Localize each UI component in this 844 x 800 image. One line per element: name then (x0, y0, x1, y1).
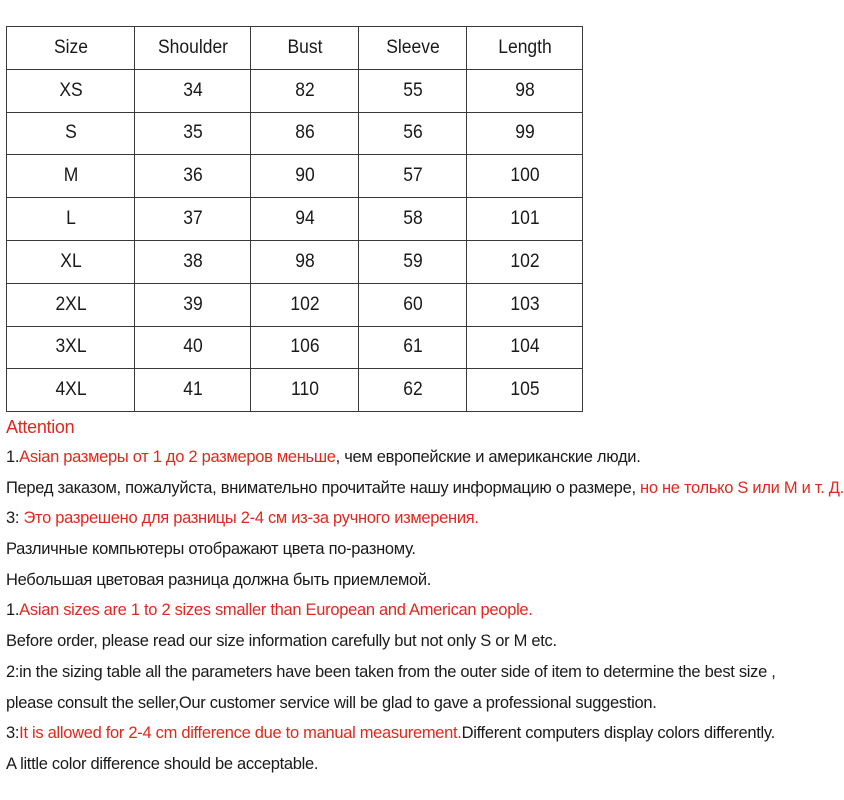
note-line (6, 718, 796, 749)
cell-length: 104 (471, 326, 578, 369)
note-line (6, 657, 796, 688)
cell-sleeve: 59 (363, 240, 462, 283)
attention-notes (6, 412, 844, 780)
table-row (7, 283, 583, 326)
note-text: 1. (6, 448, 20, 466)
note-highlight: Asian sizes are 1 to 2 sizes smaller than European and American people. (19, 601, 533, 620)
cell-size: L (12, 198, 130, 241)
cell-length: 101 (471, 198, 578, 241)
cell-size: 2XL (12, 283, 130, 326)
cell-size: S (12, 112, 130, 155)
note-text: , чем европейские и американские люди. (335, 448, 641, 466)
table-row (7, 369, 583, 412)
note-text: Различные компьютеры отображают цвета по-разному. (6, 540, 416, 559)
cell-length: 102 (471, 240, 578, 283)
cell-shoulder: 39 (139, 283, 246, 326)
cell-bust: 94 (255, 198, 354, 241)
note-highlight: Asian размеры от 1 до 2 размеров меньше (19, 448, 336, 466)
note-text: Небольшая цветовая разница должна быть приемлемой. (6, 570, 432, 589)
cell-sleeve: 62 (363, 369, 462, 412)
cell-shoulder: 37 (139, 198, 246, 241)
cell-size: XL (12, 240, 130, 283)
table-header-row (7, 27, 583, 70)
note-text: 3: (6, 724, 20, 743)
table-row (7, 69, 583, 112)
header-shoulder: Shoulder (139, 27, 246, 70)
size-chart-table (6, 26, 583, 412)
note-highlight: It is allowed for 2-4 cm difference due to manual measurement. (19, 724, 462, 743)
note-text: please consult the seller,Our customer service will be glad to gave a professional suggestion. (6, 693, 657, 712)
cell-length: 100 (471, 155, 578, 198)
cell-sleeve: 56 (363, 112, 462, 155)
cell-shoulder: 41 (139, 369, 246, 412)
table-row (7, 155, 583, 198)
note-line (6, 534, 796, 565)
cell-shoulder: 36 (139, 155, 246, 198)
cell-sleeve: 61 (363, 326, 462, 369)
cell-length: 105 (471, 369, 578, 412)
cell-bust: 82 (255, 69, 354, 112)
note-text: 3: (6, 509, 24, 528)
note-text: 1. (6, 601, 20, 620)
cell-sleeve: 60 (363, 283, 462, 326)
cell-size: M (12, 155, 130, 198)
note-highlight: но не только S или M и т. Д. (640, 478, 844, 497)
cell-bust: 102 (255, 283, 354, 326)
note-line (6, 442, 796, 473)
cell-length: 98 (471, 69, 578, 112)
header-bust: Bust (255, 27, 354, 70)
note-text: 2:in the sizing table all the parameters have been taken from the outer side of item to determine the best size , (6, 662, 776, 681)
cell-length: 99 (471, 112, 578, 155)
table-row (7, 326, 583, 369)
cell-shoulder: 35 (139, 112, 246, 155)
note-line (6, 688, 796, 719)
cell-bust: 106 (255, 326, 354, 369)
table-row (7, 240, 583, 283)
note-line (6, 565, 796, 596)
cell-shoulder: 34 (139, 69, 246, 112)
cell-bust: 110 (255, 369, 354, 412)
note-line (6, 473, 844, 504)
header-sleeve: Sleeve (363, 27, 462, 70)
table-row (7, 198, 583, 241)
cell-sleeve: 57 (363, 155, 462, 198)
note-line (6, 595, 796, 626)
note-text: Different computers display colors differently. (461, 724, 775, 743)
cell-bust: 98 (255, 240, 354, 283)
note-text: Before order, please read our size information carefully but not only S or M etc. (6, 632, 557, 651)
note-text: Перед заказом, пожалуйста, внимательно прочитайте нашу информацию о размере, (6, 478, 641, 497)
cell-size: 4XL (12, 369, 130, 412)
header-length: Length (471, 27, 578, 70)
cell-size: XS (12, 69, 130, 112)
cell-sleeve: 55 (363, 69, 462, 112)
cell-shoulder: 38 (139, 240, 246, 283)
cell-bust: 90 (255, 155, 354, 198)
note-line (6, 626, 796, 657)
note-line (6, 749, 796, 780)
cell-shoulder: 40 (139, 326, 246, 369)
cell-size: 3XL (12, 326, 130, 369)
cell-sleeve: 58 (363, 198, 462, 241)
header-size: Size (12, 27, 130, 70)
note-highlight: Это разрешено для разницы 2-4 см из-за ручного измерения. (23, 509, 479, 528)
table-row (7, 112, 583, 155)
cell-length: 103 (471, 283, 578, 326)
cell-bust: 86 (255, 112, 354, 155)
note-text: A little color difference should be acceptable. (6, 754, 319, 773)
note-line (6, 503, 796, 534)
attention-heading: Attention (6, 417, 75, 437)
